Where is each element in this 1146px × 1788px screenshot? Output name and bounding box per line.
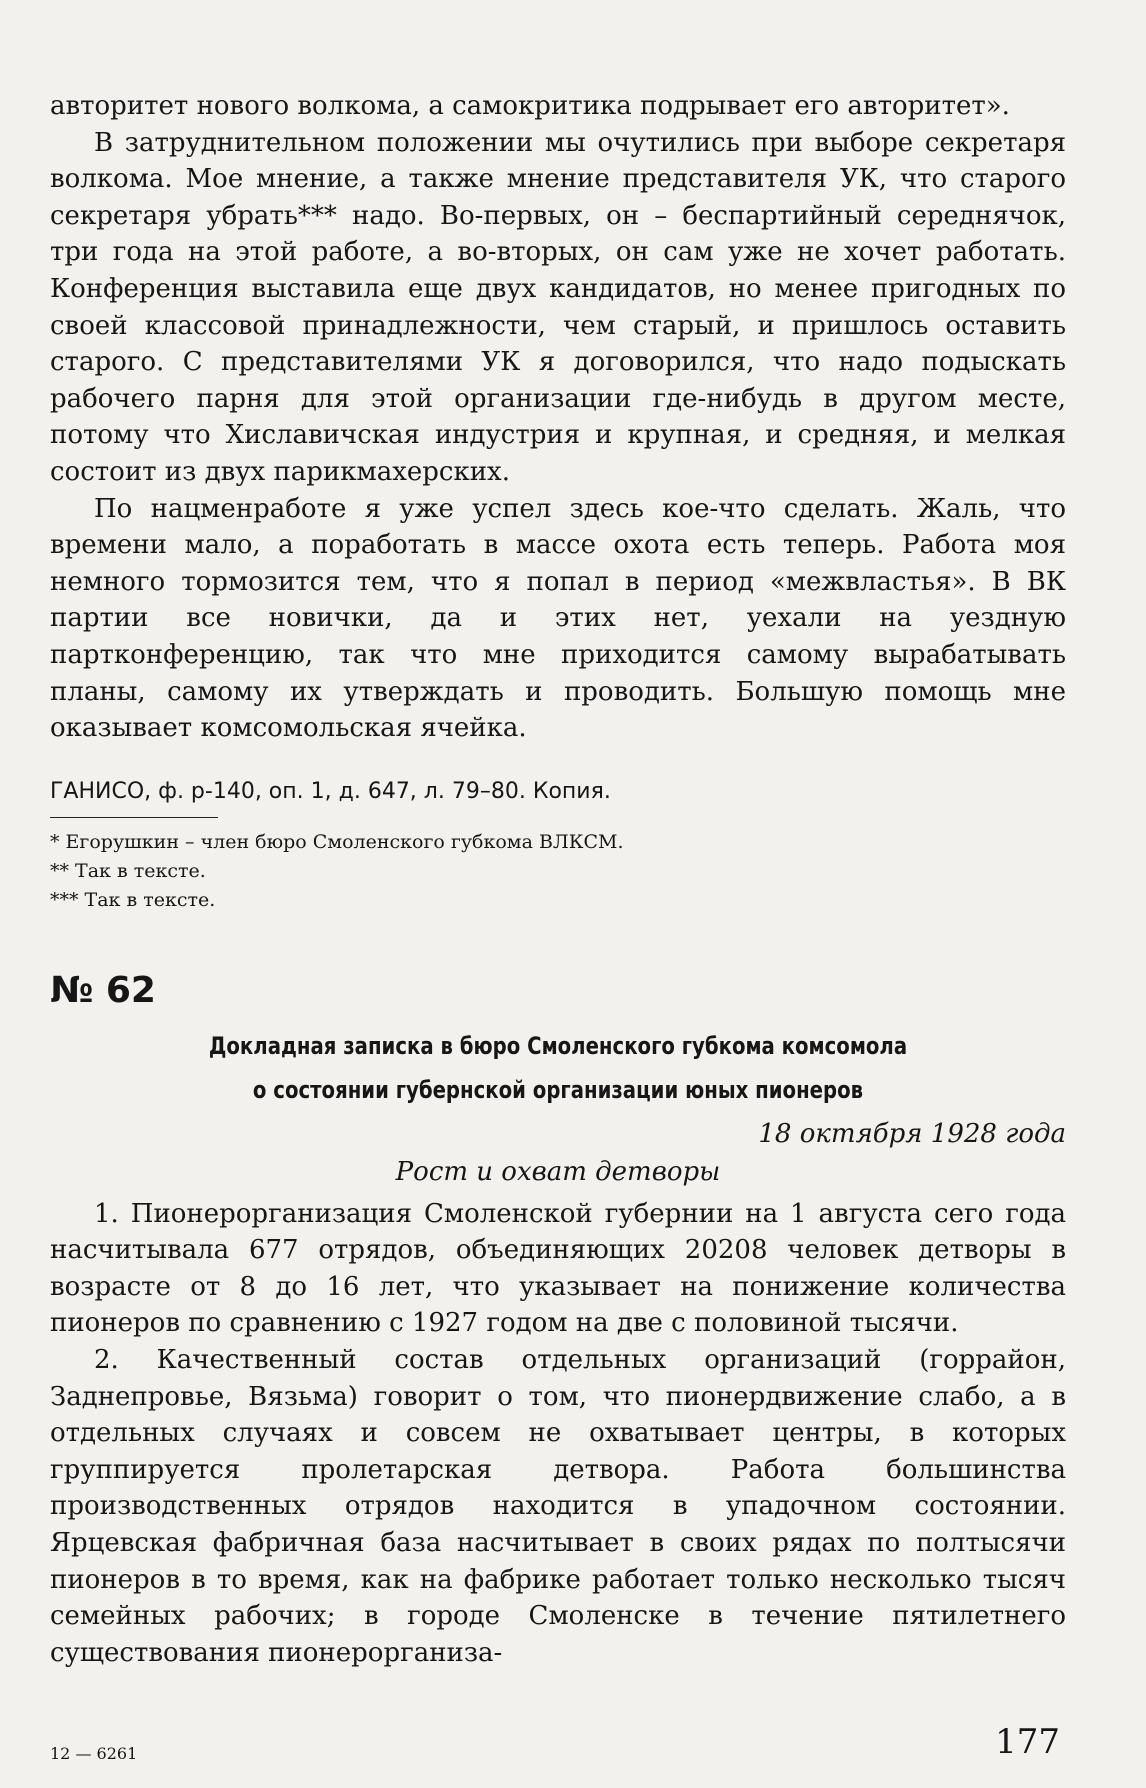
- print-signature: 12 — 6261: [50, 1744, 138, 1763]
- footnote-divider: [50, 817, 218, 818]
- section-subheading: Рост и охват детворы: [395, 1156, 721, 1187]
- archive-source: ГАНИСО, ф. р-140, оп. 1, д. 647, л. 79–80. Копия.: [50, 778, 611, 804]
- body-paragraph-1: авторитет нового волкома, а самокритика подрывает его авторитет».: [50, 91, 1010, 121]
- document-heading-line-2: о состоянии губернской организации юных пионеров: [252, 1075, 864, 1104]
- page-number: 177: [995, 1722, 1060, 1762]
- footnote-1: * Егорушкин – член бюро Смоленского губкома ВЛКСМ.: [50, 830, 624, 853]
- document-paragraph-1: 1. Пионерорганизация Смоленской губернии на 1 августа сего года насчитывала 677 отрядов, объединяющих 20208 человек детворы в возрасте от 8 до 16 лет, что указывает на понижение количества пионеров по сравнению с 1927 годом на две с половиной тысячи.: [50, 1198, 1066, 1339]
- footnote-2: ** Так в тексте.: [50, 859, 206, 882]
- document-heading-line-1: Докладная записка в бюро Смоленского губкома комсомола: [208, 1031, 908, 1060]
- page-content: [50, 88, 1066, 1671]
- body-paragraph-2: В затруднительном положении мы очутились при выборе секретаря волкома. Мое мнение, а также мнение представителя УК, что старого секретаря убрать*** надо. Во-первых, он – беспартийный середнячок, три года на этой работе, а во-вторых, он сам уже не хочет работать. Конференция выставила еще двух кандидатов, но менее пригодных по своей классовой принадлежности, чем старый, и пришлось оставить старого. С представителями УК я договорился, что надо подыскать рабочего парня для этой организации где-нибудь в другом месте, потому что Хиславичская индустрия и крупная, и средняя, и мелкая состоит из двух парикмахерских.: [50, 127, 1066, 487]
- document-paragraph-2: 2. Качественный состав отдельных организаций (горрайон, Заднепровье, Вязьма) говорит о том, что пионердвижение слабо, а в отдельных случаях и совсем не охватывает центры, в которых группируется пролетарская детвора. Работа большинства производственных отрядов находится в упадочном состоянии. Ярцевская фабричная база насчитывает в своих рядах по полтысячи пионеров в то время, как на фабрике работает только несколько тысяч семейных рабочих; в городе Смоленске в течение пятилетнего существования пионерорганиза-: [50, 1345, 1066, 1668]
- body-paragraph-3: По нацменработе я уже успел здесь кое-что сделать. Жаль, что времени мало, а поработать в массе охота есть теперь. Работа моя немного тормозится тем, что я попал в период «межвластья». В ВК партии все новички, да и этих нет, уехали на уездную партконференцию, так что мне приходится самому вырабатывать планы, самому их утверждать и проводить. Большую помощь мне оказывает комсомольская ячейка.: [50, 493, 1066, 744]
- footnote-3: *** Так в тексте.: [50, 888, 216, 911]
- document-number: № 62: [50, 969, 156, 1011]
- document-date: 18 октября 1928 года: [758, 1118, 1066, 1149]
